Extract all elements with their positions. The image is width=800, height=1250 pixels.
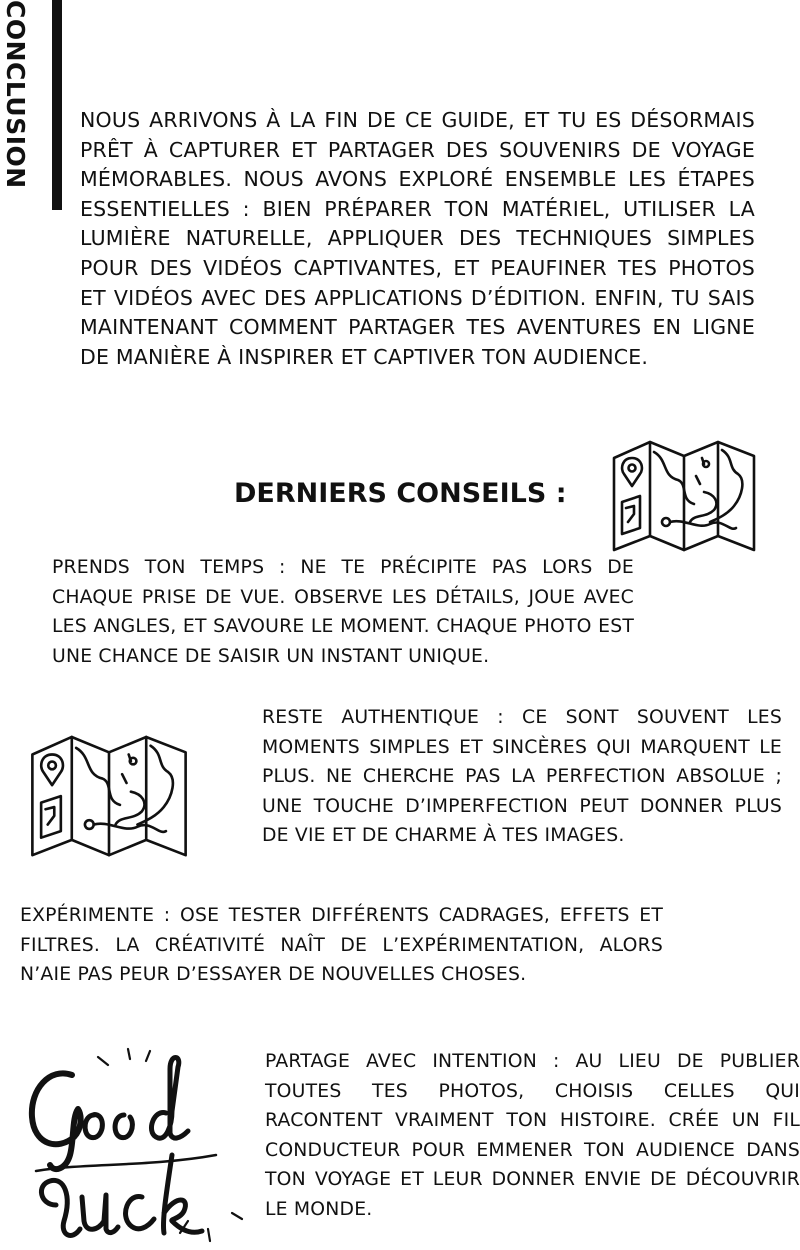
section-title bbox=[0, 0, 42, 200]
good-luck-lettering-icon bbox=[20, 1045, 252, 1250]
tips-heading: DERNIERS CONSEILS : bbox=[234, 478, 567, 509]
intro-paragraph: NOUS ARRIVONS À LA FIN DE CE GUIDE, ET TU ES DÉSORMAIS PRÊT À CAPTURER ET PARTAGER DES SOUVENIRS DE VOYAGE MÉMORABLES. NOUS AVONS EXPLORÉ ENSEMBLE LES ÉTAPES ESSENTIELLES : BIEN PRÉPARER TON MATÉRIEL, UTILISER LA LUMIÈRE NATURELLE, APPLIQUER DES TECHNIQUES SIMPLES POUR DES VIDÉOS CAPTIVANTES, ET PEAUFINER TES PHOTOS ET VIDÉOS AVEC DES APPLICATIONS D’ÉDITION. ENFIN, TU SAIS MAINTENANT COMMENT PARTAGER TES AVENTURES EN LIGNE DE MANIÈRE À INSPIRER ET CAPTIVER TON AUDIENCE. bbox=[80, 108, 755, 369]
tip-item: RESTE AUTHENTIQUE : CE SONT SOUVENT LES MOMENTS SIMPLES ET SINCÈRES QUI MARQUENT LE PLUS. NE CHERCHE PAS LA PERFECTION ABSOLUE ; UNE TOUCHE D’IMPERFECTION PEUT DONNER PLUS DE VIE ET DE CHARME À TES IMAGES. bbox=[262, 707, 782, 847]
tip-item: PRENDS TON TEMPS : NE TE PRÉCIPITE PAS LORS DE CHAQUE PRISE DE VUE. OBSERVE LES DÉTAILS, JOUE AVEC LES ANGLES, ET SAVOURE LE MOMENT. CHAQUE PHOTO EST UNE CHANCE DE SAISIR UN INSTANT UNIQUE. bbox=[52, 557, 634, 667]
folded-map-icon bbox=[28, 730, 190, 860]
section-title-text: CONCLUSION bbox=[1, 0, 30, 189]
tip-item: PARTAGE AVEC INTENTION : AU LIEU DE PUBLIER TOUTES TES PHOTOS, CHOISIS CELLES QUI RACONTENT VRAIMENT TON HISTOIRE. CRÉE UN FIL CONDUCTEUR POUR EMMENER TON AUDIENCE DANS TON VOYAGE ET LEUR DONNER ENVIE DE DÉCOUVRIR LE MONDE. bbox=[265, 1051, 800, 1220]
tip-item: EXPÉRIMENTE : OSE TESTER DIFFÉRENTS CADRAGES, EFFETS ET FILTRES. LA CRÉATIVITÉ NAÎT DE L’EXPÉRIMENTATION, ALORS N’AIE PAS PEUR D’ESSAYER DE NOUVELLES CHOSES. bbox=[20, 905, 663, 986]
sidebar-accent-bar bbox=[52, 0, 62, 210]
folded-map-icon bbox=[610, 436, 758, 554]
